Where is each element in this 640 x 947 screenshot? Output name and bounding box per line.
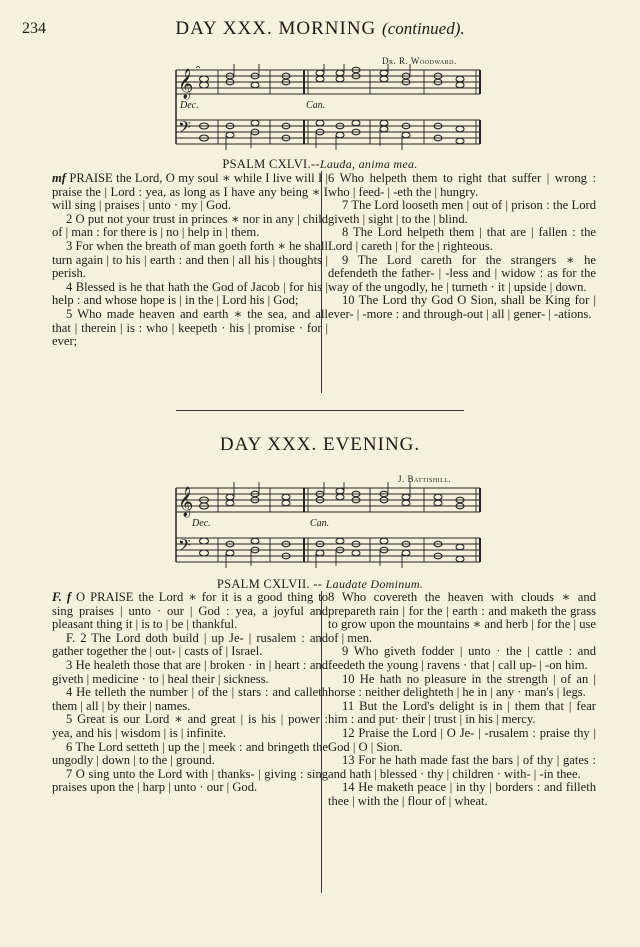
morning-verse-2: 2 O put not your trust in princes ∗ nor in any | child of | man : for there is | no | help in | them. <box>52 211 328 240</box>
evening-verse-3: 3 He healeth those that are | broken · in | heart : and giveth | medicine · to | heal their | sickness. <box>52 657 328 686</box>
morning-verse-7: 7 The Lord looseth men | out of | prison : the Lord giveth | sight | to the | blind. <box>328 198 596 226</box>
evening-verse-12: 12 Praise the Lord | O Je- | -rusalem : praise thy | God | O | Sion. <box>328 725 596 754</box>
morning-verse-8: 8 The Lord helpeth them | that are | fallen : the Lord | careth | for the | righteous. <box>328 225 596 253</box>
verse-text: PRAISE the Lord, O my soul ∗ while I live will I | praise the | Lord : yea, as long as I have any being ∗ I will sing | praises | unto · my | God. <box>52 171 329 213</box>
evening-dec-label: Dec. <box>192 518 211 529</box>
morning-psalm-latin: Lauda, anima mea. <box>319 157 418 171</box>
morning-verse-4: 4 Blessed is he that hath the God of Jacob | for his | help : and whose hope is | in the | Lord his | God; <box>52 279 328 308</box>
evening-verse-4: 4 He telleth the number | of the | stars : and calleth them | all | by their | names. <box>52 685 328 713</box>
morning-verse-9: 9 The Lord careth for the strangers ∗ he defendeth the father- | -less and | widow : as for the way of the ungodly, he | turneth · it | upside | down. <box>328 252 596 294</box>
evening-can-label: Can. <box>310 518 330 529</box>
evening-composer: J. Battishill. <box>398 474 452 484</box>
morning-continued: (continued). <box>382 19 465 38</box>
morning-verse-6: 6 Who helpeth them to right that suffer | wrong : who | feed- | -eth the | hungry. <box>328 171 596 199</box>
section-divider <box>176 410 464 411</box>
morning-chant-score <box>170 64 484 154</box>
dynamic-mark: mf <box>52 171 66 185</box>
evening-verse-14: 14 He maketh peace | in thy | borders : and filleth thee | with the | flour of | wheat. <box>328 780 596 808</box>
morning-psalm-title <box>0 157 640 172</box>
evening-left-column <box>52 591 328 795</box>
morning-psalm-number: PSALM CXLVI.-- <box>222 157 320 171</box>
evening-verse-1 <box>52 591 328 632</box>
evening-verse-11: 11 But the Lord's delight is in | them that | fear him : and put· their | trust | in his | mercy. <box>328 698 596 727</box>
evening-verse-9: 9 Who giveth fodder | unto · the | cattle : and feedeth the young | ravens · that | call up- | -on him. <box>328 644 596 672</box>
page-number: 234 <box>22 20 46 37</box>
morning-heading <box>0 18 640 40</box>
evening-psalm-latin: Laudate Dominum. <box>325 577 424 591</box>
morning-verse-3: 3 For when the breath of man goeth forth ∗ he shall turn again | to his | earth : and then | all his | thoughts | perish. <box>52 238 328 281</box>
evening-chant-score <box>170 482 484 572</box>
evening-psalm-number: PSALM CXLVII. -- <box>216 577 323 591</box>
morning-verse-1 <box>52 172 328 213</box>
evening-verse-6: 6 The Lord setteth | up the | meek : and bringeth the ungodly | down | to the | ground. <box>52 739 328 768</box>
morning-composer: Dr. R. Woodward. <box>382 56 457 66</box>
svg-text:𝄢: 𝄢 <box>178 117 191 141</box>
morning-verse-10: 10 The Lord thy God O Sion, shall be King for | ever- | -more : and through-out | all | gener- | -ations. <box>328 293 596 321</box>
morning-can-label: Can. <box>306 100 326 111</box>
evening-verse-10: 10 He hath no pleasure in the strength | of an | horse : neither delighteth | he in | any · man's | legs. <box>328 671 596 700</box>
evening-verse-8: 8 Who covereth the heaven with clouds ∗ and prepareth rain | for the | earth : and maketh the grass to grow upon the mountains ∗ and herb | for the | use of | men. <box>328 590 596 645</box>
morning-verse-5: 5 Who made heaven and earth ∗ the sea, and all that | therein | is : who | keepeth · his | promise · for | ever; <box>52 306 328 349</box>
verse-text: O PRAISE the Lord ∗ for it is a good thing to sing praises | unto · our | God : yea, a joyful and pleasant thing it | is to | be | thankful. <box>52 590 328 632</box>
evening-verse-13: 13 For he hath made fast the bars | of thy | gates : and hath | blessed · thy | children · with- | -in thee. <box>328 753 596 781</box>
morning-dec-label: Dec. <box>180 100 199 111</box>
evening-right-column <box>328 591 596 809</box>
evening-verse-7: 7 O sing unto the Lord with | thanks- | giving : sing praises upon the | harp | unto · our | God. <box>52 766 328 795</box>
evening-verse-2: F. 2 The Lord doth build | up Je- | rusalem : and gather together the | out- | casts of | Israel. <box>52 630 328 659</box>
svg-text:𝄞: 𝄞 <box>178 487 194 517</box>
evening-heading: DAY XXX. EVENING. <box>219 434 421 455</box>
morning-left-column <box>52 172 328 349</box>
svg-text:𝄞: 𝄞 <box>178 69 194 99</box>
dynamic-mark: F. f <box>52 590 72 604</box>
morning-heading-text: DAY XXX. MORNING <box>175 18 377 39</box>
morning-right-column <box>328 172 596 322</box>
evening-verse-5: 5 Great is our Lord ∗ and great | is his | power : yea, and his | wisdom | is | infinite. <box>52 712 328 740</box>
svg-text:𝄢: 𝄢 <box>178 535 191 559</box>
